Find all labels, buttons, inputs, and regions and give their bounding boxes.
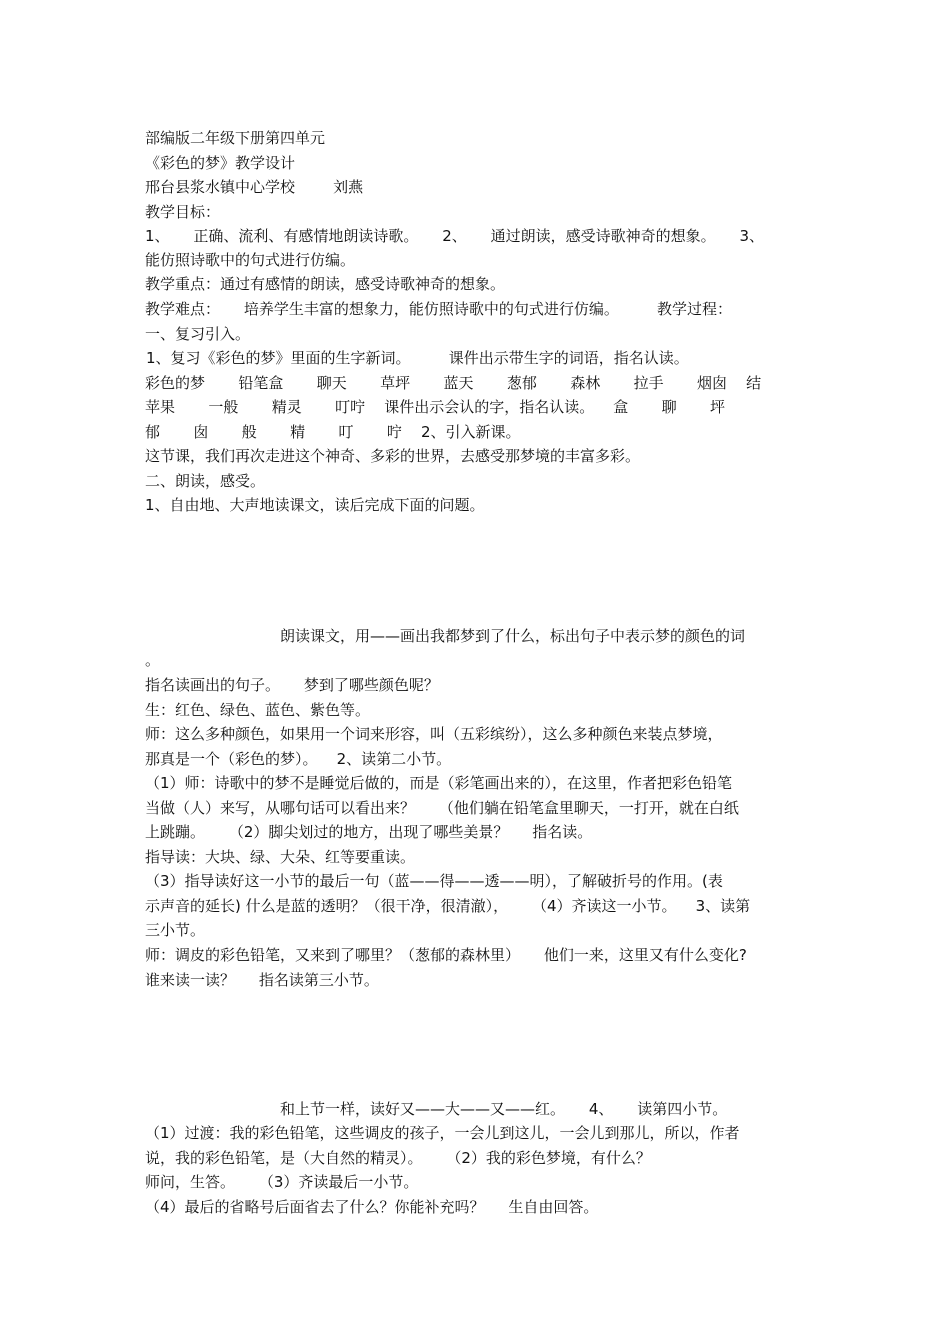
text-line: 三小节。 xyxy=(145,921,206,939)
doc-author: 邢台县浆水镇中心学校 刘燕 xyxy=(145,178,364,196)
text-line: 指导读：大块、绿、大朵、红等要重读。 xyxy=(145,848,416,866)
text-line: 师：调皮的彩色铅笔，又来到了哪里？（葱郁的森林里） 他们一来，这里又有什么变化? xyxy=(145,946,747,964)
text-line: 郁 囱 般 精 叮 咛 2、引入新课。 xyxy=(145,423,521,441)
text-line: 教学难点： 培养学生丰富的想象力，能仿照诗歌中的句式进行仿编。 教学过程： xyxy=(145,300,732,318)
text-line: 1、 正确、流利、有感情地朗读诗歌。 2、 通过朗读，感受诗歌神奇的想象。 3、 xyxy=(145,227,764,245)
text-line: 一、复习引入。 xyxy=(145,325,251,343)
text-line: 这节课，我们再次走进这个神奇、多彩的世界，去感受那梦境的丰富多彩。 xyxy=(145,447,641,465)
doc-title-unit: 部编版二年级下册第四单元 xyxy=(145,129,326,147)
text-line: 师问，生答。 （3）齐读最后一小节。 xyxy=(145,1173,419,1191)
doc-title-lesson: 《彩色的梦》教学设计 xyxy=(145,154,296,172)
text-line: 说，我的彩色铅笔，是（大自然的精灵）。 （2）我的彩色梦境，有什么？ xyxy=(145,1149,651,1167)
text-line: 能仿照诗歌中的句式进行仿编。 xyxy=(145,251,356,269)
text-line: 彩色的梦 铅笔盒 聊天 草坪 蓝天 葱郁 森林 拉手 烟囱 结 xyxy=(145,374,762,392)
text-line: 。 xyxy=(145,651,161,669)
text-line: 生：红色、绿色、蓝色、紫色等。 xyxy=(145,701,371,719)
text-line: 谁来读一读？ 指名读第三小节。 xyxy=(145,971,379,989)
text-line: 1、自由地、大声地读课文，读后完成下面的问题。 xyxy=(145,496,485,514)
text-line: （4）最后的省略号后面省去了什么？你能补充吗？ 生自由回答。 xyxy=(145,1198,599,1216)
text-line: 教学目标： xyxy=(145,203,221,221)
text-line: 指名读画出的句子。 梦到了哪些颜色呢？ xyxy=(145,676,439,694)
text-line: （1）师：诗歌中的梦不是睡觉后做的，而是（彩笔画出来的），在这里，作者把彩色铅笔 xyxy=(145,774,733,792)
text-line: 二、朗读，感受。 xyxy=(145,472,266,490)
text-line: 苹果 一般 精灵 叮咛 课件出示会认的字，指名认读。 盒 聊 坪 xyxy=(145,398,726,416)
text-line: 上跳蹦。 （2）脚尖划过的地方，出现了哪些美景？ 指名读。 xyxy=(145,823,593,841)
text-line: 那真是一个（彩色的梦）。 2、读第二小节。 xyxy=(145,750,452,768)
text-line: （3）指导读好这一小节的最后一句（蓝——得——透——明），了解破折号的作用。(表 xyxy=(145,872,723,890)
text-line: 示声音的延长) 什么是蓝的透明？（很干净，很清澈）， （4）齐读这一小节。 3、读第 xyxy=(145,897,751,915)
text-line: 当做（人）来写，从哪句话可以看出来？ （他们躺在铅笔盒里聊天，一打开，就在白纸 xyxy=(145,799,739,817)
text-line: 1、复习《彩色的梦》里面的生字新词。 课件出示带生字的词语，指名认读。 xyxy=(146,349,689,367)
text-line: 和上节一样，读好又——大——又——红。 4、 读第四小节。 xyxy=(280,1100,728,1118)
text-line: 师：这么多种颜色，如果用一个词来形容，叫（五彩缤纷），这么多种颜色来装点梦境， xyxy=(145,725,723,743)
text-line: 教学重点：通过有感情的朗读，感受诗歌神奇的想象。 xyxy=(145,275,506,293)
text-line: （1）过渡：我的彩色铅笔，这些调皮的孩子，一会儿到这儿，一会儿到那儿，所以，作者 xyxy=(145,1124,740,1142)
text-line: 朗读课文，用——画出我都梦到了什么，标出句子中表示梦的颜色的词 xyxy=(280,627,746,645)
